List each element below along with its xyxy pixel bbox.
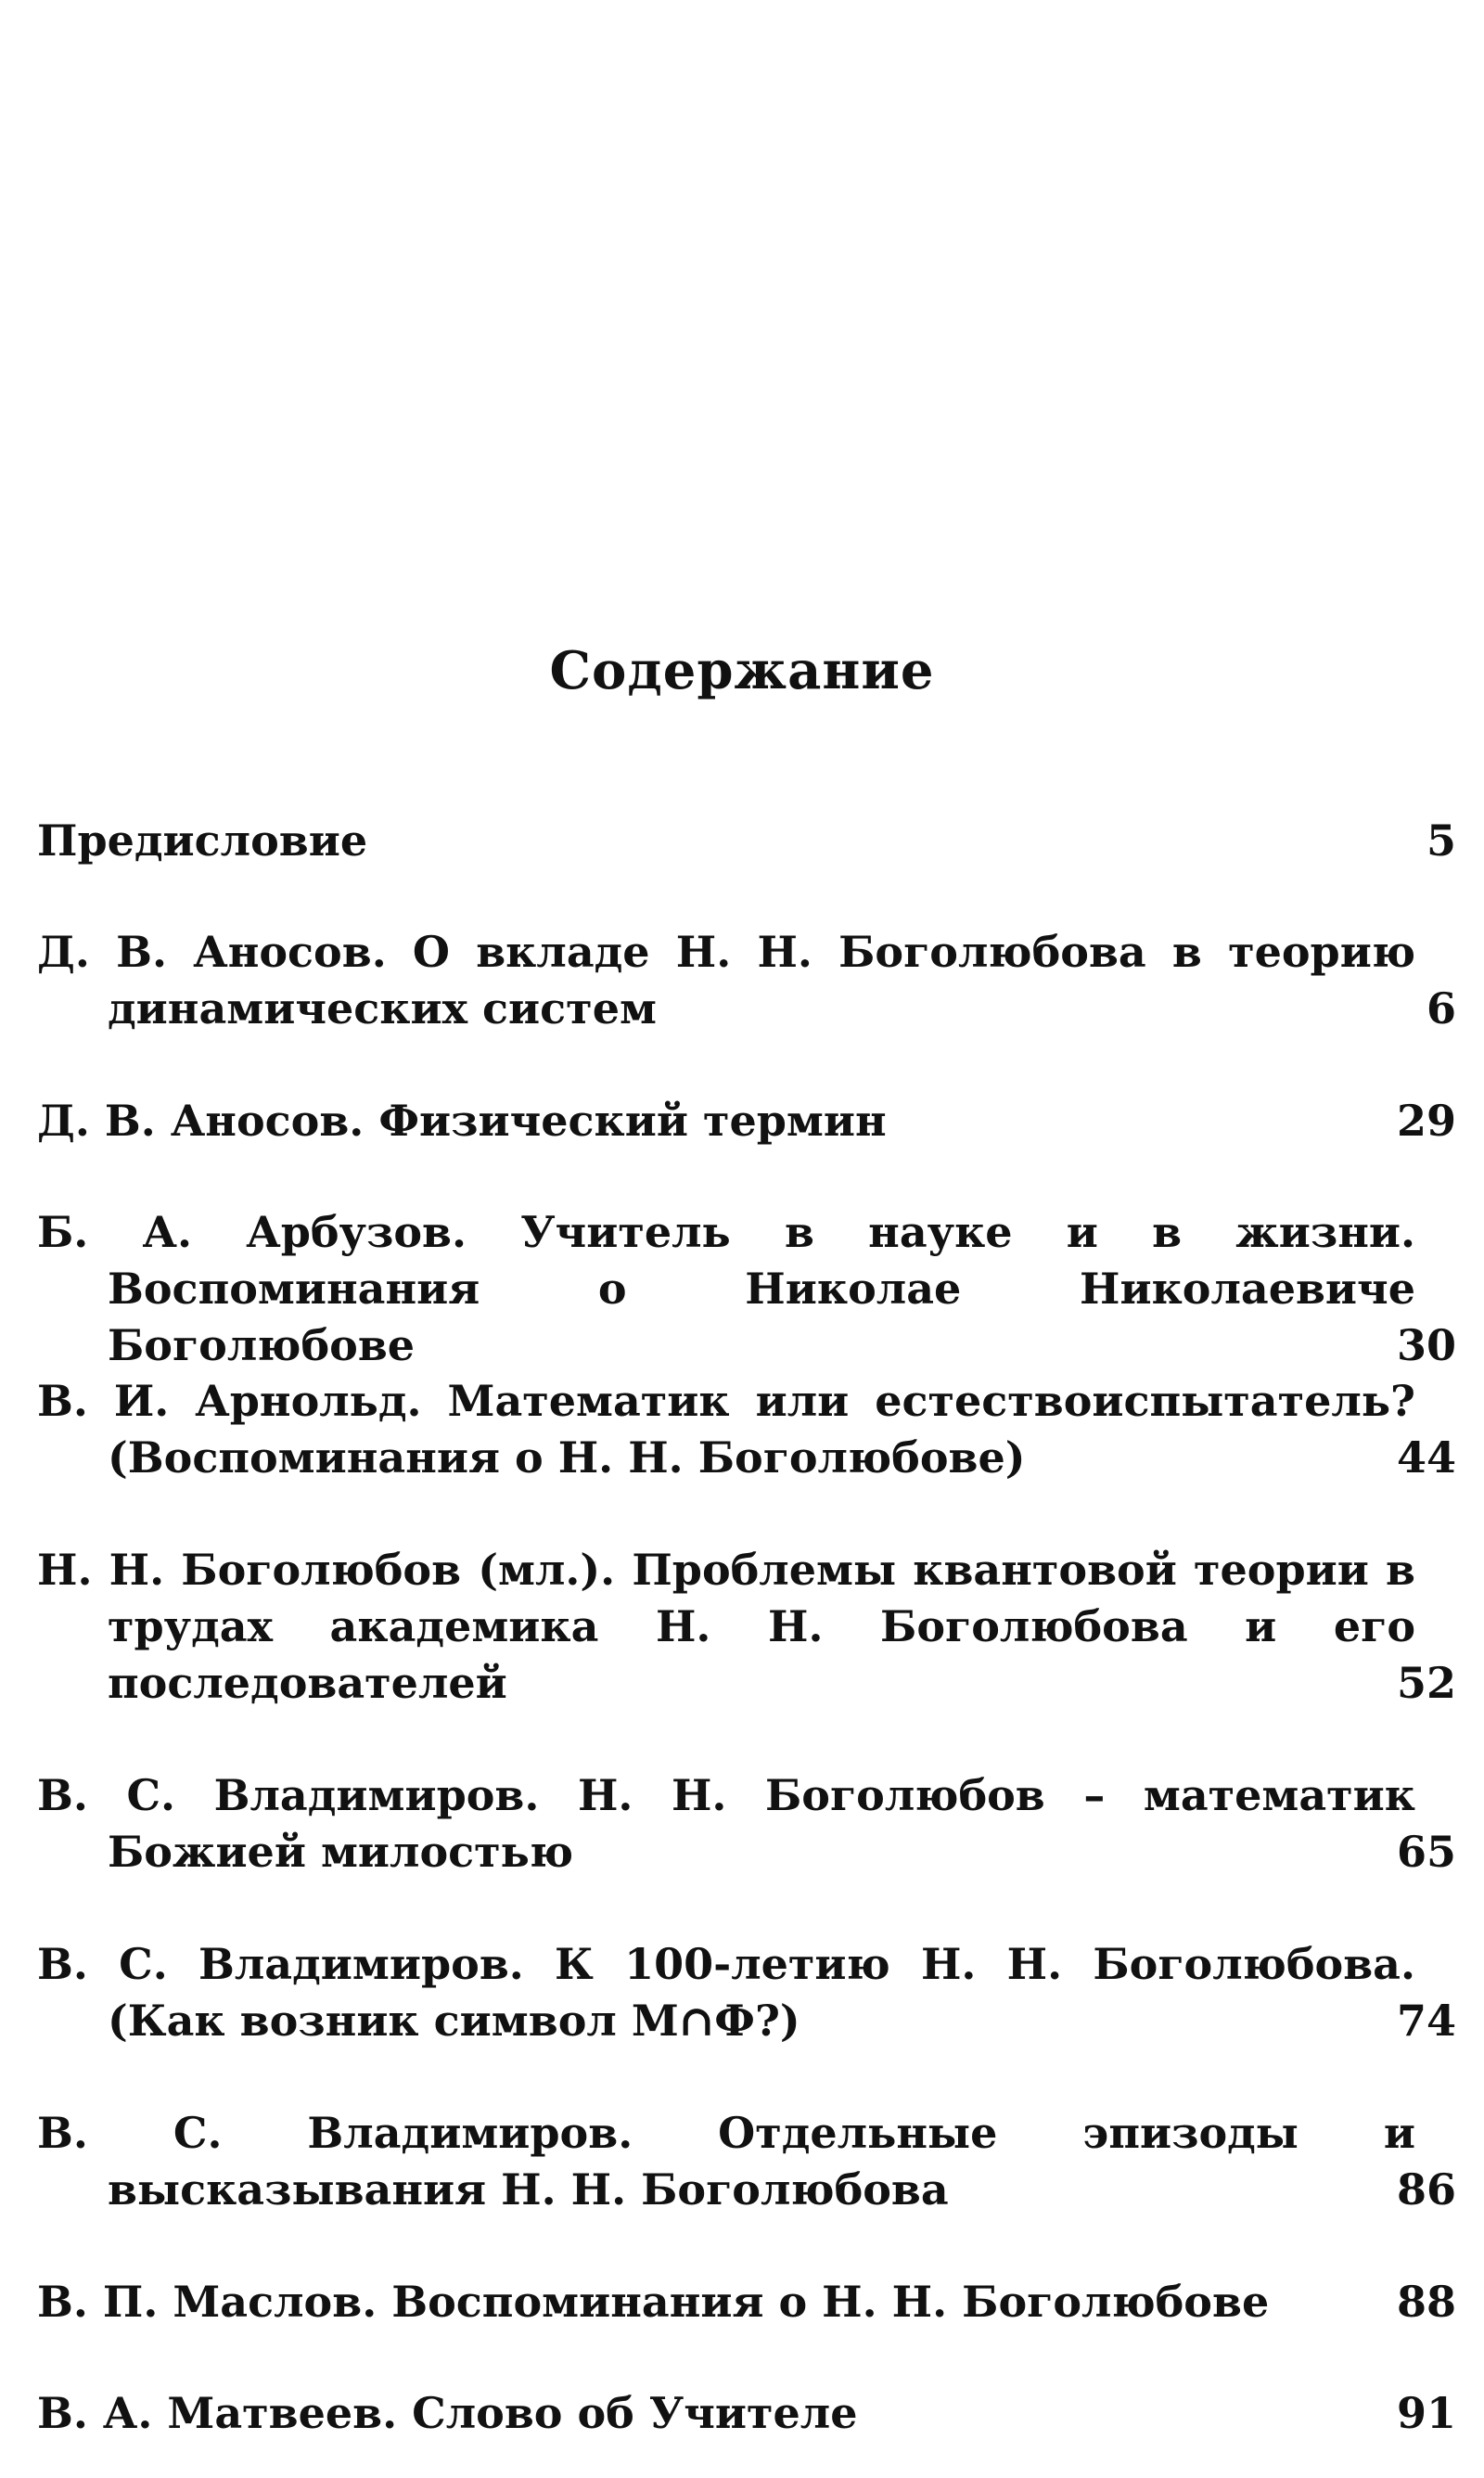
toc-entry <box>37 2105 1456 2218</box>
toc-entry-page: 44 <box>1396 1432 1456 1483</box>
toc-entry-page: 88 <box>1396 2277 1456 2327</box>
page-title: Содержание <box>549 640 935 701</box>
toc-entry <box>37 1373 1456 1486</box>
toc-entry-page: 5 <box>1426 815 1456 866</box>
toc-entry-title: В. С. Владимиров. Н. Н. Боголюбов – математик Божией милостью <box>37 1770 1415 1877</box>
toc-entry-page: 65 <box>1396 1827 1456 1877</box>
toc-entry-page: 86 <box>1396 2164 1456 2215</box>
toc-entry-title: Б. А. Арбузов. Учитель в науке и в жизни. Воспоминания о Николае Николаевиче Боголюбове <box>37 1207 1415 1370</box>
toc-entry-title: В. С. Владимиров. К 100-летию Н. Н. Боголюбова. (Как возник символ М∩Ф?) <box>37 1939 1415 2046</box>
toc-entry-page: 91 <box>1396 2388 1456 2438</box>
toc-entry-page: 29 <box>1396 1096 1456 1146</box>
toc-entry-title: В. С. Владимиров. Отдельные эпизоды и высказывания Н. Н. Боголюбова <box>37 2108 1415 2215</box>
toc-entry <box>37 1542 1456 1712</box>
toc-entry-title: В. П. Маслов. Воспоминания о Н. Н. Боголюбове <box>37 2277 1270 2327</box>
toc-entry-title: Предисловие <box>37 815 368 866</box>
toc-entry <box>37 2385 1456 2442</box>
toc-entry <box>37 1093 1456 1149</box>
toc-entry-title: В. И. Арнольд. Математик или естествоиспытатель? (Воспоминания о Н. Н. Боголюбове) <box>37 1376 1415 1483</box>
toc-entry <box>37 924 1456 1037</box>
toc-entry-title: В. А. Матвеев. Слово об Учителе <box>37 2388 858 2438</box>
toc-entry-title: Д. В. Аносов. О вкладе Н. Н. Боголюбова в теорию динамических систем <box>37 927 1415 1034</box>
toc-entry <box>37 1767 1456 1881</box>
toc-entry <box>37 1204 1456 1374</box>
toc-entry-page: 74 <box>1396 1996 1456 2046</box>
toc-entry <box>37 813 1456 869</box>
toc-entry-title: Д. В. Аносов. Физический термин <box>37 1096 887 1146</box>
toc-entry-page: 6 <box>1426 983 1456 1034</box>
toc-entry <box>37 1936 1456 2049</box>
toc-entry <box>37 2274 1456 2330</box>
toc-entry-title: Н. Н. Боголюбов (мл.). Проблемы квантовой теории в трудах академика Н. Н. Боголюбова и его последователей <box>37 1545 1415 1708</box>
toc-entry-page: 52 <box>1396 1658 1456 1708</box>
toc-entry-page: 30 <box>1396 1320 1456 1370</box>
